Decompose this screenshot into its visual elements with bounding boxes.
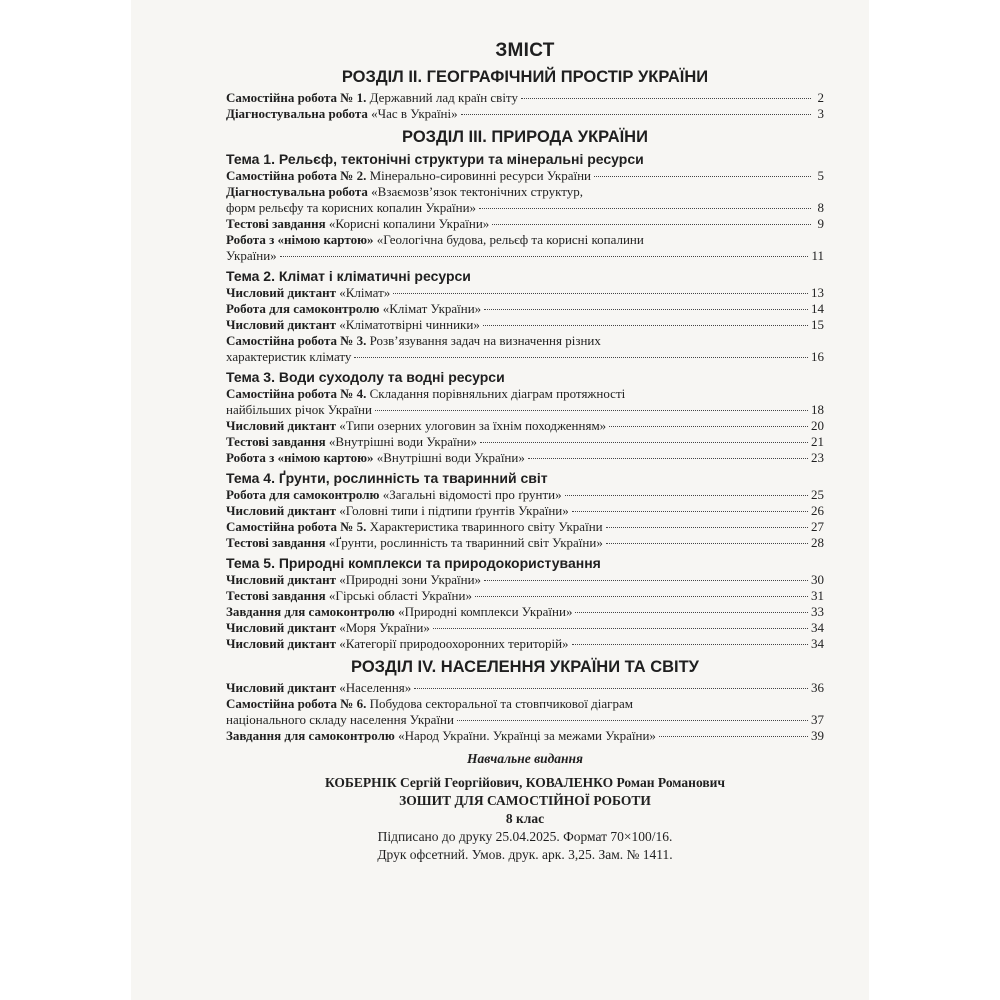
toc-entry-text: [226, 450, 525, 466]
toc-page-number: 18: [811, 402, 824, 417]
toc-entry: [226, 680, 824, 696]
toc-entry: [226, 301, 824, 317]
toc-entry-type: Числовий диктант: [226, 317, 336, 332]
dot-leader: [461, 114, 811, 115]
toc-entry-type: Діагностувальна робота: [226, 106, 368, 121]
toc-entry-text: [226, 680, 411, 696]
imprint: [226, 750, 824, 864]
dot-leader: [280, 256, 809, 257]
toc-entry-type: Числовий диктант: [226, 636, 336, 651]
toc-entry-title: «Головні типи і підтипи ґрунтів України»: [339, 503, 569, 518]
toc-entry-title: «Категорії природоохоронних територій»: [339, 636, 569, 651]
toc-entry: [226, 487, 824, 503]
toc-entry-text: [226, 636, 569, 652]
toc-entry-title: «Клімат»: [339, 285, 391, 300]
dot-leader: [609, 426, 808, 427]
topic-heading: Тема 3. Води суходолу та водні ресурси: [226, 369, 505, 385]
dot-leader: [414, 688, 808, 689]
toc-page-number: 28: [811, 535, 824, 550]
toc-entry-title: «Природні зони України»: [339, 572, 482, 587]
toc-entry-type: Самостійна робота № 2.: [226, 168, 367, 183]
topic-heading: Тема 2. Клімат і кліматичні ресурси: [226, 268, 471, 284]
toc-page-number: 30: [811, 572, 824, 587]
toc-entry-text: [226, 90, 518, 106]
toc-entry-line: [226, 184, 824, 200]
toc-page-number: 37: [811, 712, 824, 727]
toc-entry-title: Складання порівняльних діаграм протяжності: [369, 386, 626, 401]
toc-entry-title: «Загальні відомості про ґрунти»: [382, 487, 562, 502]
toc-entry-title: «Гірські області України»: [328, 588, 472, 603]
toc-entry: [226, 285, 824, 301]
toc-page-number: 23: [811, 450, 824, 465]
toc-entry-title: Мінерально-сировинні ресурси України: [369, 168, 592, 183]
toc-entry-type: Робота для самоконтролю: [226, 301, 380, 316]
toc-entry: [226, 106, 824, 122]
toc-entry-text: [226, 503, 569, 519]
dot-leader: [480, 442, 808, 443]
toc-entry-type: Тестові завдання: [226, 535, 326, 550]
toc-page-number: 21: [811, 434, 824, 449]
toc-entry-continuation: характеристик клімату: [226, 349, 352, 364]
toc-entry-type: Завдання для самоконтролю: [226, 728, 395, 743]
toc-entry: [226, 418, 824, 434]
toc-entry-type: Тестові завдання: [226, 588, 326, 603]
toc-entry-title: «Населення»: [339, 680, 412, 695]
toc-entry-title: «Ґрунти, рослинність та тваринний світ України»: [328, 535, 603, 550]
toc-entry-type: Самостійна робота № 5.: [226, 519, 367, 534]
dot-leader: [659, 736, 808, 737]
toc-entry-text: [226, 572, 481, 588]
dot-leader: [606, 527, 808, 528]
dot-leader: [594, 176, 811, 177]
toc-entry-text: [226, 168, 591, 184]
page-title: ЗМІСТ: [495, 40, 555, 61]
toc-entry-type: Завдання для самоконтролю: [226, 604, 395, 619]
toc-entry: [226, 317, 824, 333]
grade: 8 клас: [505, 811, 545, 826]
toc-entry-title: «Природні комплекси України»: [398, 604, 573, 619]
dot-leader: [565, 495, 808, 496]
toc-entry: [226, 333, 824, 365]
toc-entry-continuation: найбільших річок України: [226, 402, 372, 417]
toc-entry-continuation: національного складу населення України: [226, 712, 454, 727]
dot-leader: [457, 720, 808, 721]
toc-entry-text: [226, 285, 390, 301]
toc-entry: [226, 519, 824, 535]
toc-page-number: 8: [817, 200, 824, 215]
topic-heading: Тема 1. Рельєф, тектонічні структури та мінеральні ресурси: [226, 151, 644, 167]
toc-entry-title: Характеристика тваринного світу України: [369, 519, 603, 534]
toc-entry: [226, 535, 824, 551]
print-info-line-1: Підписано до друку 25.04.2025. Формат 70×100/16.: [377, 829, 673, 844]
toc-entry: [226, 728, 824, 744]
toc-page-number: 20: [811, 418, 824, 433]
toc-entry-title: «Внутрішні води України»: [376, 450, 525, 465]
toc-page-number: 15: [811, 317, 824, 332]
toc-entry-line: [226, 333, 824, 349]
dot-leader: [375, 410, 808, 411]
toc-entry-type: Діагностувальна робота: [226, 184, 368, 199]
dot-leader: [528, 458, 808, 459]
toc-entry-title: «Корисні копалини України»: [328, 216, 490, 231]
toc-entry-text: [226, 588, 472, 604]
toc-entry-title: «Час в Україні»: [371, 106, 458, 121]
dot-leader: [492, 224, 811, 225]
toc-entry: [226, 90, 824, 106]
toc-entry-text: [226, 301, 481, 317]
toc-entry-text: [226, 418, 606, 434]
toc-entry: [226, 232, 824, 264]
toc-entry-title: «Моря України»: [339, 620, 430, 635]
toc-entry-text: [226, 333, 601, 348]
dot-leader: [521, 98, 811, 99]
toc-entry-text: [226, 386, 625, 401]
toc-entry-text: [226, 487, 562, 503]
dot-leader: [475, 596, 808, 597]
toc-page-number: 5: [817, 168, 824, 183]
dot-leader: [479, 208, 811, 209]
toc-entry-continuation: форм рельєфу та корисних копалин України»: [226, 200, 477, 215]
toc-entry-type: Самостійна робота № 4.: [226, 386, 367, 401]
section-heading: РОЗДІЛ IV. НАСЕЛЕННЯ УКРАЇНИ ТА СВІТУ: [351, 658, 699, 676]
toc-entry-text: [226, 696, 633, 711]
toc-page-number: 14: [811, 301, 824, 316]
print-info-line-2: Друк офсетний. Умов. друк. арк. 3,25. Зам. № 1411.: [377, 847, 673, 862]
toc-entry: [226, 216, 824, 232]
toc-page-number: 2: [817, 90, 824, 105]
toc-entry: [226, 434, 824, 450]
toc-page-number: 26: [811, 503, 824, 518]
toc-page-number: 25: [811, 487, 824, 502]
toc-entry: [226, 184, 824, 216]
toc-entry-title: «Внутрішні води України»: [328, 434, 477, 449]
toc-entry: [226, 503, 824, 519]
dot-leader: [433, 628, 808, 629]
toc-entry-title: Розв’язування задач на визначення різних: [369, 333, 601, 348]
toc-entry-line: [226, 386, 824, 402]
toc-entry-type: Числовий диктант: [226, 680, 336, 695]
toc-entry: [226, 386, 824, 418]
toc-page-number: 36: [811, 680, 824, 695]
toc-entry-title: «Клімат України»: [382, 301, 482, 316]
toc-entry: [226, 696, 824, 728]
section-heading: РОЗДІЛ II. ГЕОГРАФІЧНИЙ ПРОСТІР УКРАЇНИ: [341, 68, 709, 86]
dot-leader: [393, 293, 808, 294]
toc-entry-text: [226, 604, 572, 620]
toc-entry-type: Числовий диктант: [226, 503, 336, 518]
authors: КОБЕРНІК Сергій Георгійович, КОВАЛЕНКО Роман Романович: [324, 775, 726, 790]
toc-entry-title: Побудова секторальної та стовпчикової діаграм: [369, 696, 633, 711]
toc-page-number: 16: [811, 349, 824, 364]
toc-entry-title: Державний лад країн світу: [369, 90, 518, 105]
topic-heading: Тема 5. Природні комплекси та природокористування: [226, 555, 601, 571]
toc-entry-text: [226, 106, 458, 122]
toc-entry-text: [226, 184, 583, 199]
toc-entry-type: Самостійна робота № 6.: [226, 696, 367, 711]
toc-page-number: 31: [811, 588, 824, 603]
toc-entry-text: [226, 232, 644, 247]
book-title: ЗОШИТ ДЛЯ САМОСТІЙНОЇ РОБОТИ: [399, 793, 651, 808]
toc-entry-type: Тестові завдання: [226, 434, 326, 449]
toc-entry: [226, 168, 824, 184]
toc-page-number: 34: [811, 636, 824, 651]
topic-heading: Тема 4. Ґрунти, рослинність та тваринний світ: [226, 470, 548, 486]
toc-entry: [226, 636, 824, 652]
toc-entry-title: «Типи озерних улоговин за їхнім походженням»: [339, 418, 607, 433]
toc-entry-type: Числовий диктант: [226, 418, 336, 433]
section-heading: РОЗДІЛ III. ПРИРОДА УКРАЇНИ: [402, 128, 648, 146]
toc-entry-line: [226, 232, 824, 248]
toc-entry-type: Робота з «німою картою»: [226, 450, 374, 465]
toc-entry-text: [226, 620, 430, 636]
toc-entry-text: [226, 535, 603, 551]
toc-entry-text: [226, 216, 489, 232]
dot-leader: [572, 511, 808, 512]
toc-entry-type: Числовий диктант: [226, 572, 336, 587]
toc-entry-continuation: України»: [226, 248, 277, 263]
toc-page-number: 3: [817, 106, 824, 121]
dot-leader: [484, 580, 808, 581]
toc-page-number: 11: [811, 248, 824, 263]
toc-entry-title: «Взаємозв’язок тектонічних структур,: [371, 184, 583, 199]
dot-leader: [575, 612, 808, 613]
toc-entry-type: Робота для самоконтролю: [226, 487, 380, 502]
toc-page-number: 33: [811, 604, 824, 619]
toc-entry-text: [226, 434, 477, 450]
edition-label: Навчальне видання: [466, 751, 583, 766]
dot-leader: [354, 357, 808, 358]
dot-leader: [572, 644, 808, 645]
toc-entry-type: Робота з «німою картою»: [226, 232, 374, 247]
toc-entry-title: «Геологічна будова, рельєф та корисні копалини: [376, 232, 644, 247]
toc-entry-text: [226, 519, 603, 535]
toc-entry-text: [226, 317, 480, 333]
toc-entry-type: Числовий диктант: [226, 285, 336, 300]
toc-page-number: 27: [811, 519, 824, 534]
toc-entry-type: Самостійна робота № 1.: [226, 90, 367, 105]
toc-entry-text: [226, 728, 656, 744]
toc-page-number: 9: [817, 216, 824, 231]
toc-entry: [226, 588, 824, 604]
toc-entry-line: [226, 696, 824, 712]
dot-leader: [484, 309, 808, 310]
dot-leader: [606, 543, 808, 544]
toc-entry: [226, 450, 824, 466]
toc-entry: [226, 572, 824, 588]
toc-page-number: 34: [811, 620, 824, 635]
toc-entry: [226, 604, 824, 620]
toc-entry-type: Числовий диктант: [226, 620, 336, 635]
toc-entry-type: Тестові завдання: [226, 216, 326, 231]
toc-entry-type: Самостійна робота № 3.: [226, 333, 367, 348]
toc-page-number: 39: [811, 728, 824, 743]
toc-entry-title: «Кліматотвірні чинники»: [339, 317, 480, 332]
dot-leader: [483, 325, 808, 326]
toc-page-number: 13: [811, 285, 824, 300]
toc-entry: [226, 620, 824, 636]
table-of-contents: [226, 36, 824, 864]
toc-entry-title: «Народ України. Українці за межами України»: [398, 728, 656, 743]
